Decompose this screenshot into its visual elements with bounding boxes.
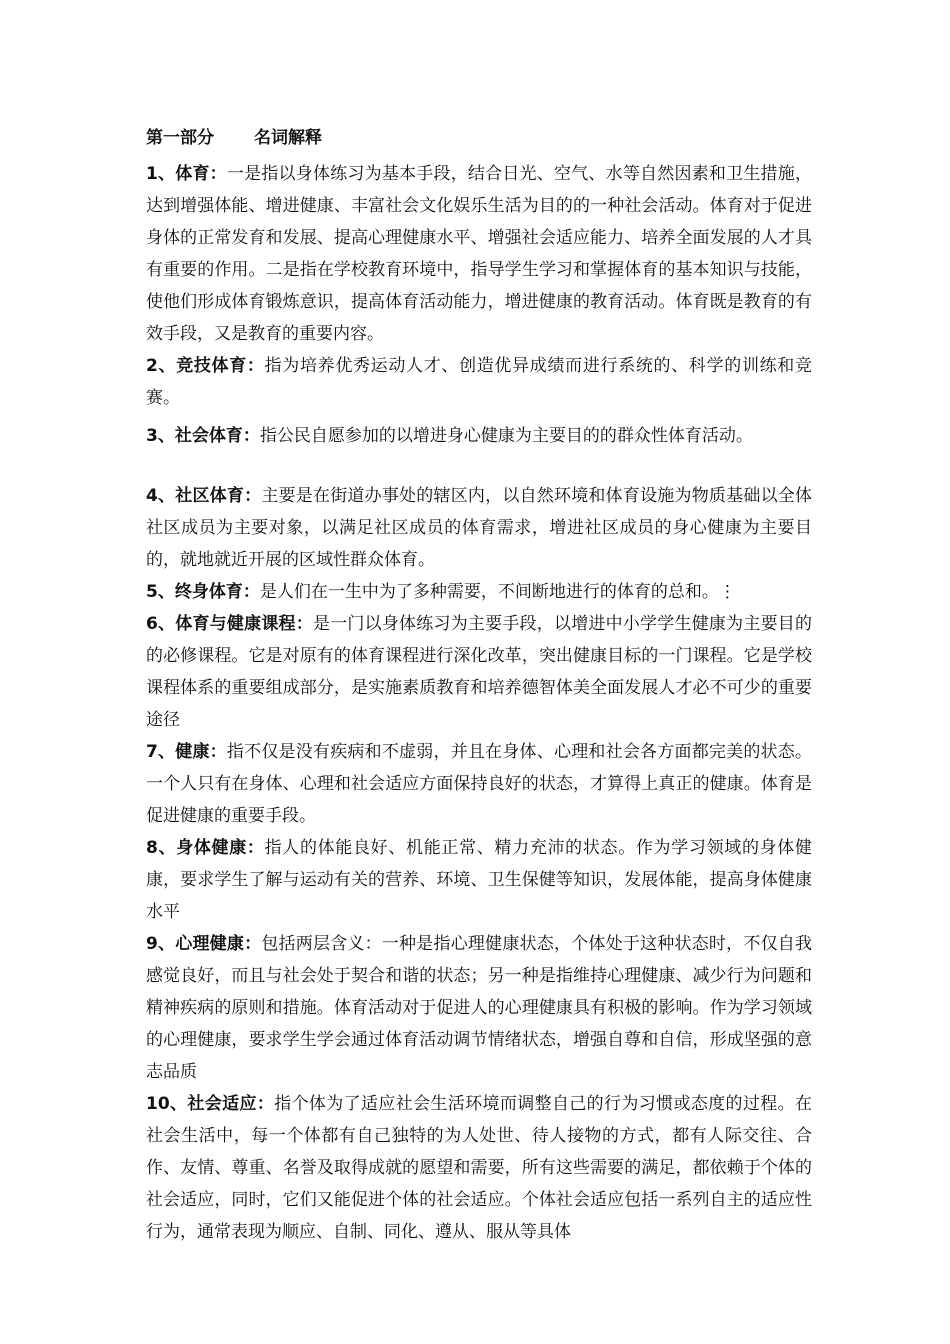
definition-term: 10、社会适应： bbox=[146, 1094, 275, 1114]
definition-term: 4、社区体育： bbox=[146, 486, 262, 506]
definition-text: 指人的体能良好、机能正常、精力充沛的状态。作为学习领域的身体健康，要求学生了解与运动有关的营养、环境、卫生保健等知识，发展体能，提高身体健康水平 bbox=[146, 838, 812, 922]
section-heading bbox=[146, 126, 812, 150]
definition-entry-2 bbox=[146, 350, 812, 414]
definition-text: 指不仅是没有疾病和不虚弱，并且在身体、心理和社会各方面都完美的状态。一个人只有在身体、心理和社会适应方面保持良好的状态，才算得上真正的健康。体育是促进健康的重要手段。 bbox=[146, 742, 812, 826]
definition-text: 是人们在一生中为了多种需要，不间断地进行的体育的总和。⋮ bbox=[259, 582, 736, 602]
definition-term: 8、身体健康： bbox=[146, 838, 265, 858]
definition-term: 2、竞技体育： bbox=[146, 356, 265, 376]
definition-entry-1 bbox=[146, 158, 812, 350]
definition-term: 5、终身体育： bbox=[146, 582, 260, 602]
definition-text: 指个体为了适应社会生活环境而调整自己的行为习惯或态度的过程。在社会生活中，每一个体都有自己独特的为人处世、待人接物的方式，都有人际交往、合作、友情、尊重、名誉及取得成就的愿望和需要，所有这些需要的满足，都依赖于个体的社会适应，同时，它们又能促进个体的社会适应。个体社会适应包括一系列自主的适应性行为，通常表现为顺应、自制、同化、遵从、服从等具体 bbox=[146, 1094, 812, 1242]
definition-text: 指为培养优秀运动人才、创造优异成绩而进行系统的、科学的训练和竞赛。 bbox=[146, 356, 812, 408]
section-subtitle: 名词解释 bbox=[254, 128, 322, 148]
definition-term: 3、社会体育： bbox=[146, 426, 260, 446]
definition-entry-10 bbox=[146, 1088, 812, 1248]
definition-term: 9、心理健康： bbox=[146, 934, 262, 954]
definition-term: 6、体育与健康课程： bbox=[146, 614, 313, 634]
definition-entry-9 bbox=[146, 928, 812, 1088]
definition-entry-6 bbox=[146, 608, 812, 736]
definition-text: 指公民自愿参加的以增进身心健康为主要目的的群众性体育活动。 bbox=[259, 426, 753, 446]
definition-text: 包括两层含义：一种是指心理健康状态，个体处于这种状态时，不仅自我感觉良好，而且与社会处于契合和谐的状态；另一种是指维持心理健康、减少行为问题和精神疾病的原则和措施。体育活动对于促进人的心理健康具有积极的影响。作为学习领域的心理健康，要求学生学会通过体育活动调节情绪状态，增强自尊和自信，形成坚强的意志品质 bbox=[146, 934, 812, 1082]
definition-text: 是一门以身体练习为主要手段，以增进中小学学生健康为主要目的的必修课程。它是对原有的体育课程进行深化改革，突出健康目标的一门课程。它是学校课程体系的重要组成部分，是实施素质教育和培养德智体美全面发展人才必不可少的重要途径 bbox=[146, 614, 812, 730]
definition-entry-5 bbox=[146, 576, 812, 608]
definition-text: 一是指以身体练习为基本手段，结合日光、空气、水等自然因素和卫生措施，达到增强体能、增进健康、丰富社会文化娱乐生活为目的的一种社会活动。体育对于促进身体的正常发育和发展、提高心理健康水平、增强社会适应能力、培养全面发展的人才具有重要的作用。二是指在学校教育环境中，指导学生学习和掌握体育的基本知识与技能，使他们形成体育锻炼意识，提高体育活动能力，增进健康的教育活动。体育既是教育的有效手段，又是教育的重要内容。 bbox=[146, 164, 812, 344]
definition-entry-4 bbox=[146, 480, 812, 576]
definition-term: 7、健康： bbox=[146, 742, 227, 762]
definition-term: 1、体育： bbox=[146, 164, 227, 184]
definition-entry-3 bbox=[146, 420, 812, 452]
section-title: 第一部分 bbox=[146, 128, 214, 148]
document-page bbox=[146, 126, 812, 1248]
definition-entry-8 bbox=[146, 832, 812, 928]
definition-text: 主要是在街道办事处的辖区内，以自然环境和体育设施为物质基础以全体社区成员为主要对象，以满足社区成员的体育需求，增进社区成员的身心健康为主要目的，就地就近开展的区域性群众体育。 bbox=[146, 486, 812, 570]
definition-entry-7 bbox=[146, 736, 812, 832]
